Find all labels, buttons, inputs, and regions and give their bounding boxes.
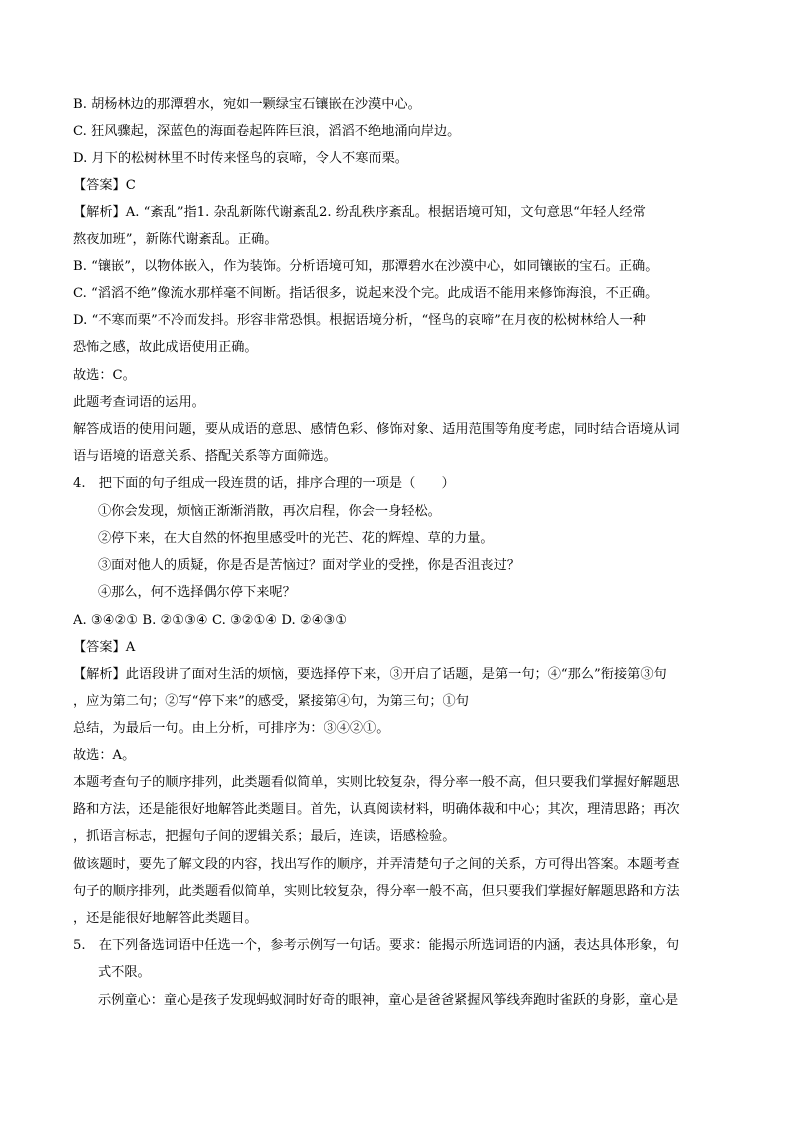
text-line: 路和方法，还是能很好地解答此类题目。首先，认真阅读材料，明确体裁和中心；其次，理清思路；再次 — [73, 802, 680, 817]
text-line: 【解析】此语段讲了面对生活的烦恼，要选择停下来，③开启了话题，是第一句；④“那么”衔接第③句 — [73, 667, 667, 682]
text-line: 本题考查句子的顺序排列，此类题看似简单，实则比较复杂，得分率一般不高，但只要我们掌握好解题思 — [73, 775, 680, 790]
text-line: 【解析】A. “紊乱”指1. 杂乱新陈代谢紊乱2. 纷乱秩序紊乱。根据语境可知，文句意思“年轻人经常 — [73, 205, 646, 220]
text-line: 此题考查词语的运用。 — [73, 395, 205, 410]
text-line: 式不限。 — [98, 965, 151, 980]
text-line: B. 胡杨林边的那潭碧水，宛如一颗绿宝石镶嵌在沙漠中心。 — [73, 97, 421, 112]
text-line: 熬夜加班”，新陈代谢紊乱。正确。 — [73, 232, 278, 247]
text-line: 示例童心：童心是孩子发现蚂蚁洞时好奇的眼神，童心是爸爸紧握风筝线奔跑时雀跃的身影，童心是 — [98, 993, 679, 1008]
text-line: 做该题时，要先了解文段的内容，找出写作的顺序，并弄清楚句子之间的关系，方可得出答案。本题考查 — [73, 857, 680, 872]
text-line: ③面对他人的质疑，你是否是苦恼过？面对学业的受挫，你是否沮丧过？ — [98, 558, 520, 573]
text-line: ，抓语言标志，把握句子间的逻辑关系；最后，连读，语感检验。 — [73, 829, 456, 844]
text-line: C. 狂风骤起，深蓝色的海面卷起阵阵巨浪，滔滔不绝地涌向岸边。 — [73, 124, 461, 139]
text-line: 总结，为最后一句。由上分析，可排序为：③④②①。 — [73, 721, 390, 736]
text-line: A. ③④②① B. ②①③④ C. ③②①④ D. ②④③① — [73, 613, 348, 628]
text-line: 故选：C。 — [73, 368, 136, 383]
text-line: 解答成语的使用问题，要从成语的意思、感情色彩、修饰对象、适用范围等角度考虑，同时结合语境从词 — [73, 422, 680, 437]
text-line: 恐怖之感，故此成语使用正确。 — [73, 340, 258, 355]
text-line: B. “镶嵌”，以物体嵌入，作为装饰。分析语境可知，那潭碧水在沙漠中心，如同镶嵌的宝石。正确。 — [73, 259, 659, 274]
text-line: ，还是能很好地解答此类题目。 — [73, 911, 258, 926]
text-line: 语与语境的语意关系、搭配关系等方面筛选。 — [73, 449, 337, 464]
text-line: D. 月下的松树林里不时传来怪鸟的哀啼，令人不寒而栗。 — [73, 151, 408, 166]
text-line: 5. 在下列备选词语中任选一个，参考示例写一句话。要求：能揭示所选词语的内涵，表达具体形象，句 — [73, 938, 680, 953]
text-line: ④那么，何不选择偶尔停下来呢？ — [98, 585, 296, 600]
text-line: ①你会发现，烦恼正渐渐消散，再次启程，你会一身轻松。 — [98, 504, 441, 519]
text-line: ，应为第二句；②写“停下来”的感受，紧接第④句，为第三句；①句 — [73, 694, 469, 709]
text-line: ②停下来，在大自然的怀抱里感受叶的光芒、花的辉煌、草的力量。 — [98, 531, 494, 546]
text-line: 句子的顺序排列，此类题看似简单，实则比较复杂，得分率一般不高，但只要我们掌握好解题思路和方法 — [73, 884, 680, 899]
text-line: 【答案】C — [73, 178, 136, 193]
text-line: C. “滔滔不绝”像流水那样毫不间断。指话很多，说起来没个完。此成语不能用来修饰海浪，不正确。 — [73, 286, 659, 301]
text-line: 【答案】A — [73, 640, 136, 655]
text-line: 故选：A。 — [73, 748, 136, 763]
text-line: 4. 把下面的句子组成一段连贯的话，排序合理的一项是（ ） — [73, 476, 455, 491]
text-line: D. “不寒而栗”不冷而发抖。形容非常恐惧。根据语境分析，“怪鸟的哀啼”在月夜的松树林给人一种 — [73, 313, 646, 328]
